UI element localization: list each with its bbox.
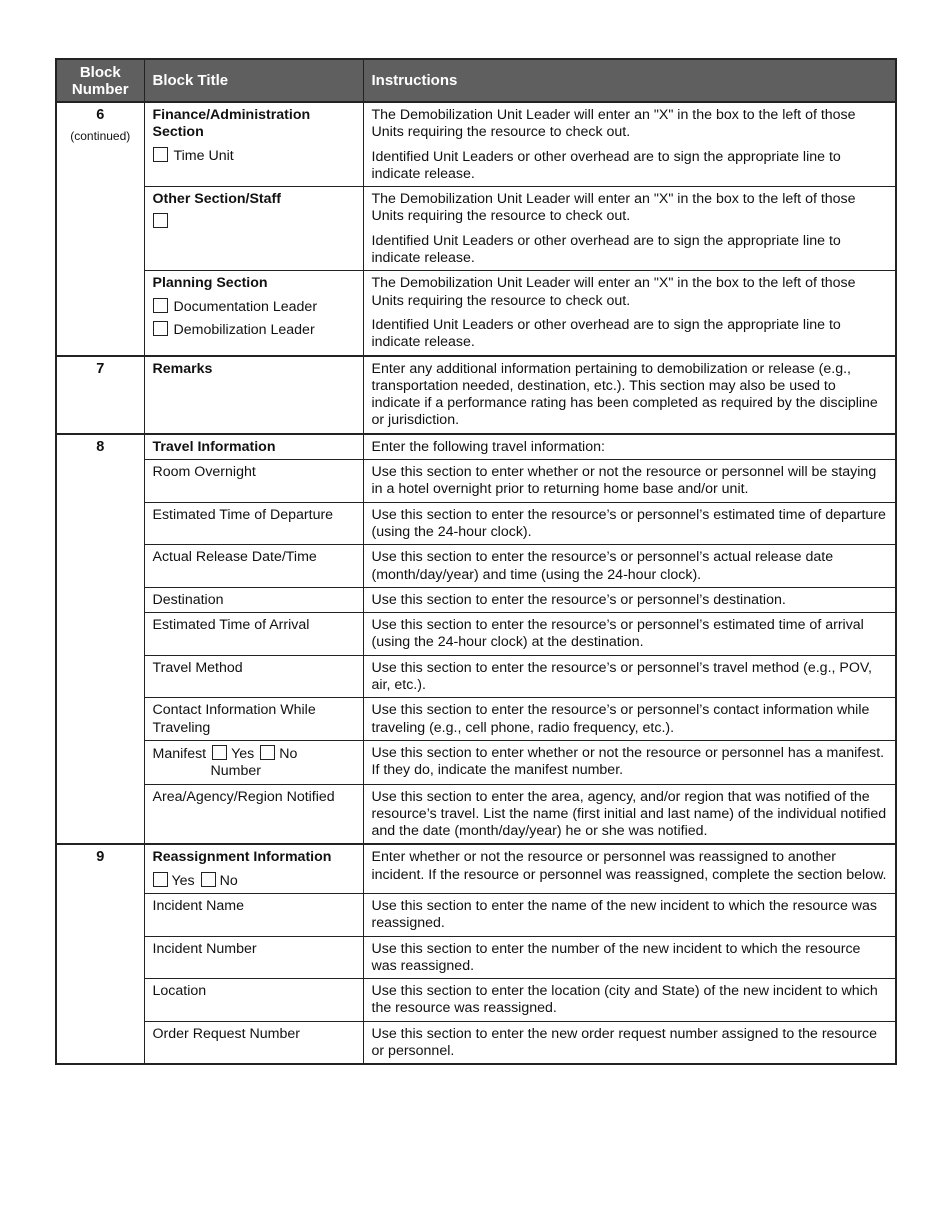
checkbox bbox=[212, 745, 227, 760]
table-row bbox=[56, 502, 896, 545]
instructions-cell bbox=[363, 187, 896, 271]
instructions-cell: Use this section to enter the location (city and State) of the new incident to which the resource was reassigned. bbox=[363, 979, 896, 1022]
table-row bbox=[56, 613, 896, 656]
instruction-text: Enter whether or not the resource or personnel was reassigned to another incident. If the resource or personnel was reassigned, complete the section below. bbox=[371, 849, 887, 883]
option-label: Documentation Leader bbox=[173, 298, 318, 315]
block-title-cell bbox=[144, 102, 363, 187]
table-row bbox=[56, 844, 896, 893]
block-title: Other Section/Staff bbox=[152, 191, 281, 208]
instructions-cell bbox=[363, 102, 896, 187]
block-number: 6 bbox=[96, 107, 105, 123]
block-title: Travel Information bbox=[152, 438, 276, 455]
instructions-cell: Use this section to enter the resource’s or personnel’s destination. bbox=[363, 587, 896, 612]
block-title-cell: Actual Release Date/Time bbox=[144, 545, 363, 588]
instructions-cell: Use this section to enter whether or not the resource or personnel will be staying in a hotel overnight prior to returning home base and/or unit. bbox=[363, 460, 896, 503]
no-label: No bbox=[219, 872, 238, 889]
block-number-cell bbox=[56, 356, 144, 434]
instruction-text: Identified Unit Leaders or other overhead are to sign the appropriate line to indicate release. bbox=[371, 148, 841, 182]
instructions-cell: Use this section to enter the name of the new incident to which the resource was reassigned. bbox=[363, 893, 896, 936]
table-row bbox=[56, 784, 896, 844]
number-label: Number bbox=[210, 763, 261, 780]
instruction-text: The Demobilization Unit Leader will enter an "X" in the box to the left of those Units requiring the resource to check out. bbox=[371, 275, 856, 309]
table-header-row bbox=[56, 59, 896, 102]
table-row bbox=[56, 698, 896, 741]
block-title-cell: Estimated Time of Arrival bbox=[144, 613, 363, 656]
header-instructions: Instructions bbox=[363, 59, 896, 102]
checkbox bbox=[153, 872, 168, 887]
block-title: Planning Section bbox=[152, 275, 268, 292]
instructions-cell bbox=[363, 844, 896, 893]
instructions-cell: Use this section to enter the resource’s or personnel’s actual release date (month/day/year) and time (using the 24-hour clock). bbox=[363, 545, 896, 588]
instruction-text: The Demobilization Unit Leader will enter an "X" in the box to the left of those Units requiring the resource to check out. bbox=[371, 191, 856, 225]
block-title: Finance/Administration Section bbox=[152, 107, 311, 141]
block-title: Remarks bbox=[152, 360, 213, 377]
block-title-cell bbox=[144, 434, 363, 460]
header-block-title: Block Title bbox=[144, 59, 363, 102]
block-title-cell: Contact Information While Traveling bbox=[144, 698, 363, 741]
instructions-cell: Use this section to enter whether or not the resource or personnel has a manifest. If they do, indicate the manifest number. bbox=[363, 740, 896, 784]
instructions-cell bbox=[363, 434, 896, 460]
instruction-text: Enter the following travel information: bbox=[371, 438, 605, 455]
checkbox bbox=[201, 872, 216, 887]
yes-label: Yes bbox=[171, 872, 195, 889]
checkbox bbox=[153, 147, 168, 162]
block-number-cell bbox=[56, 434, 144, 845]
block-title-cell: Incident Number bbox=[144, 936, 363, 979]
manifest-label: Manifest bbox=[152, 745, 207, 762]
block-title-cell bbox=[144, 844, 363, 893]
table-row bbox=[56, 936, 896, 979]
no-label: No bbox=[279, 745, 298, 762]
block-title-cell bbox=[144, 356, 363, 434]
table-row bbox=[56, 271, 896, 356]
checkbox bbox=[260, 745, 275, 760]
instructions-page bbox=[55, 58, 895, 1065]
block-title: Reassignment Information bbox=[152, 849, 332, 866]
instructions-cell: Use this section to enter the resource’s or personnel’s estimated time of departure (using the 24-hour clock). bbox=[363, 502, 896, 545]
instruction-text: Identified Unit Leaders or other overhead are to sign the appropriate line to indicate release. bbox=[371, 232, 841, 267]
instructions-table bbox=[55, 58, 897, 1065]
block-number-cell bbox=[56, 102, 144, 356]
block-title-cell: Order Request Number bbox=[144, 1021, 363, 1064]
block-title-cell: Travel Method bbox=[144, 655, 363, 698]
block-title-cell: Room Overnight bbox=[144, 460, 363, 503]
option-label: Demobilization Leader bbox=[173, 321, 315, 338]
table-row bbox=[56, 740, 896, 784]
table-row bbox=[56, 655, 896, 698]
block-title-cell: Area/Agency/Region Notified bbox=[144, 784, 363, 844]
instruction-text: Identified Unit Leaders or other overhead are to sign the appropriate line to indicate release. bbox=[371, 316, 841, 351]
table-row bbox=[56, 460, 896, 503]
instructions-cell: Use this section to enter the new order request number assigned to the resource or personnel. bbox=[363, 1021, 896, 1064]
block-title-cell bbox=[144, 740, 363, 784]
instructions-cell: Use this section to enter the area, agency, and/or region that was notified of the resource’s travel. List the name (first initial and last name) of the individual notified and the date (month/day/year) he or she was notified. bbox=[363, 784, 896, 844]
continued-label: (continued) bbox=[70, 129, 131, 144]
instruction-text: The Demobilization Unit Leader will enter an "X" in the box to the left of those Units requiring the resource to check out. bbox=[371, 107, 856, 141]
checkbox bbox=[153, 321, 168, 336]
checkbox bbox=[153, 298, 168, 313]
block-title-cell: Estimated Time of Departure bbox=[144, 502, 363, 545]
block-title-cell bbox=[144, 271, 363, 356]
block-title-cell bbox=[144, 187, 363, 271]
instructions-cell bbox=[363, 356, 896, 434]
block-number: 7 bbox=[96, 360, 105, 377]
table-row bbox=[56, 545, 896, 588]
block-title-cell: Location bbox=[144, 979, 363, 1022]
instructions-cell bbox=[363, 271, 896, 356]
table-row bbox=[56, 356, 896, 434]
instructions-cell: Use this section to enter the resource’s or personnel’s estimated time of arrival (using the 24-hour clock) at the destination. bbox=[363, 613, 896, 656]
table-row bbox=[56, 979, 896, 1022]
table-row bbox=[56, 893, 896, 936]
block-number-cell bbox=[56, 844, 144, 1064]
instructions-cell: Use this section to enter the resource’s or personnel’s travel method (e.g., POV, air, etc.). bbox=[363, 655, 896, 698]
instruction-text: Enter any additional information pertaining to demobilization or release (e.g., transportation needed, destination, etc.). This section may also be used to indicate if a performance rating has been completed as required by the discipline or jurisdiction. bbox=[371, 360, 878, 429]
table-row bbox=[56, 434, 896, 460]
table-row bbox=[56, 102, 896, 187]
block-title-cell: Incident Name bbox=[144, 893, 363, 936]
table-row bbox=[56, 187, 896, 271]
yes-label: Yes bbox=[231, 745, 255, 762]
block-number: 9 bbox=[96, 849, 105, 866]
header-block-number: Block Number bbox=[56, 59, 144, 102]
option-label: Time Unit bbox=[173, 147, 234, 164]
instructions-cell: Use this section to enter the number of the new incident to which the resource was reassigned. bbox=[363, 936, 896, 979]
table-row bbox=[56, 1021, 896, 1064]
instructions-cell: Use this section to enter the resource’s or personnel’s contact information while traveling (e.g., cell phone, radio frequency, etc.). bbox=[363, 698, 896, 741]
block-number: 8 bbox=[96, 438, 105, 455]
table-row bbox=[56, 587, 896, 612]
block-title-cell: Destination bbox=[144, 587, 363, 612]
checkbox bbox=[153, 213, 168, 228]
